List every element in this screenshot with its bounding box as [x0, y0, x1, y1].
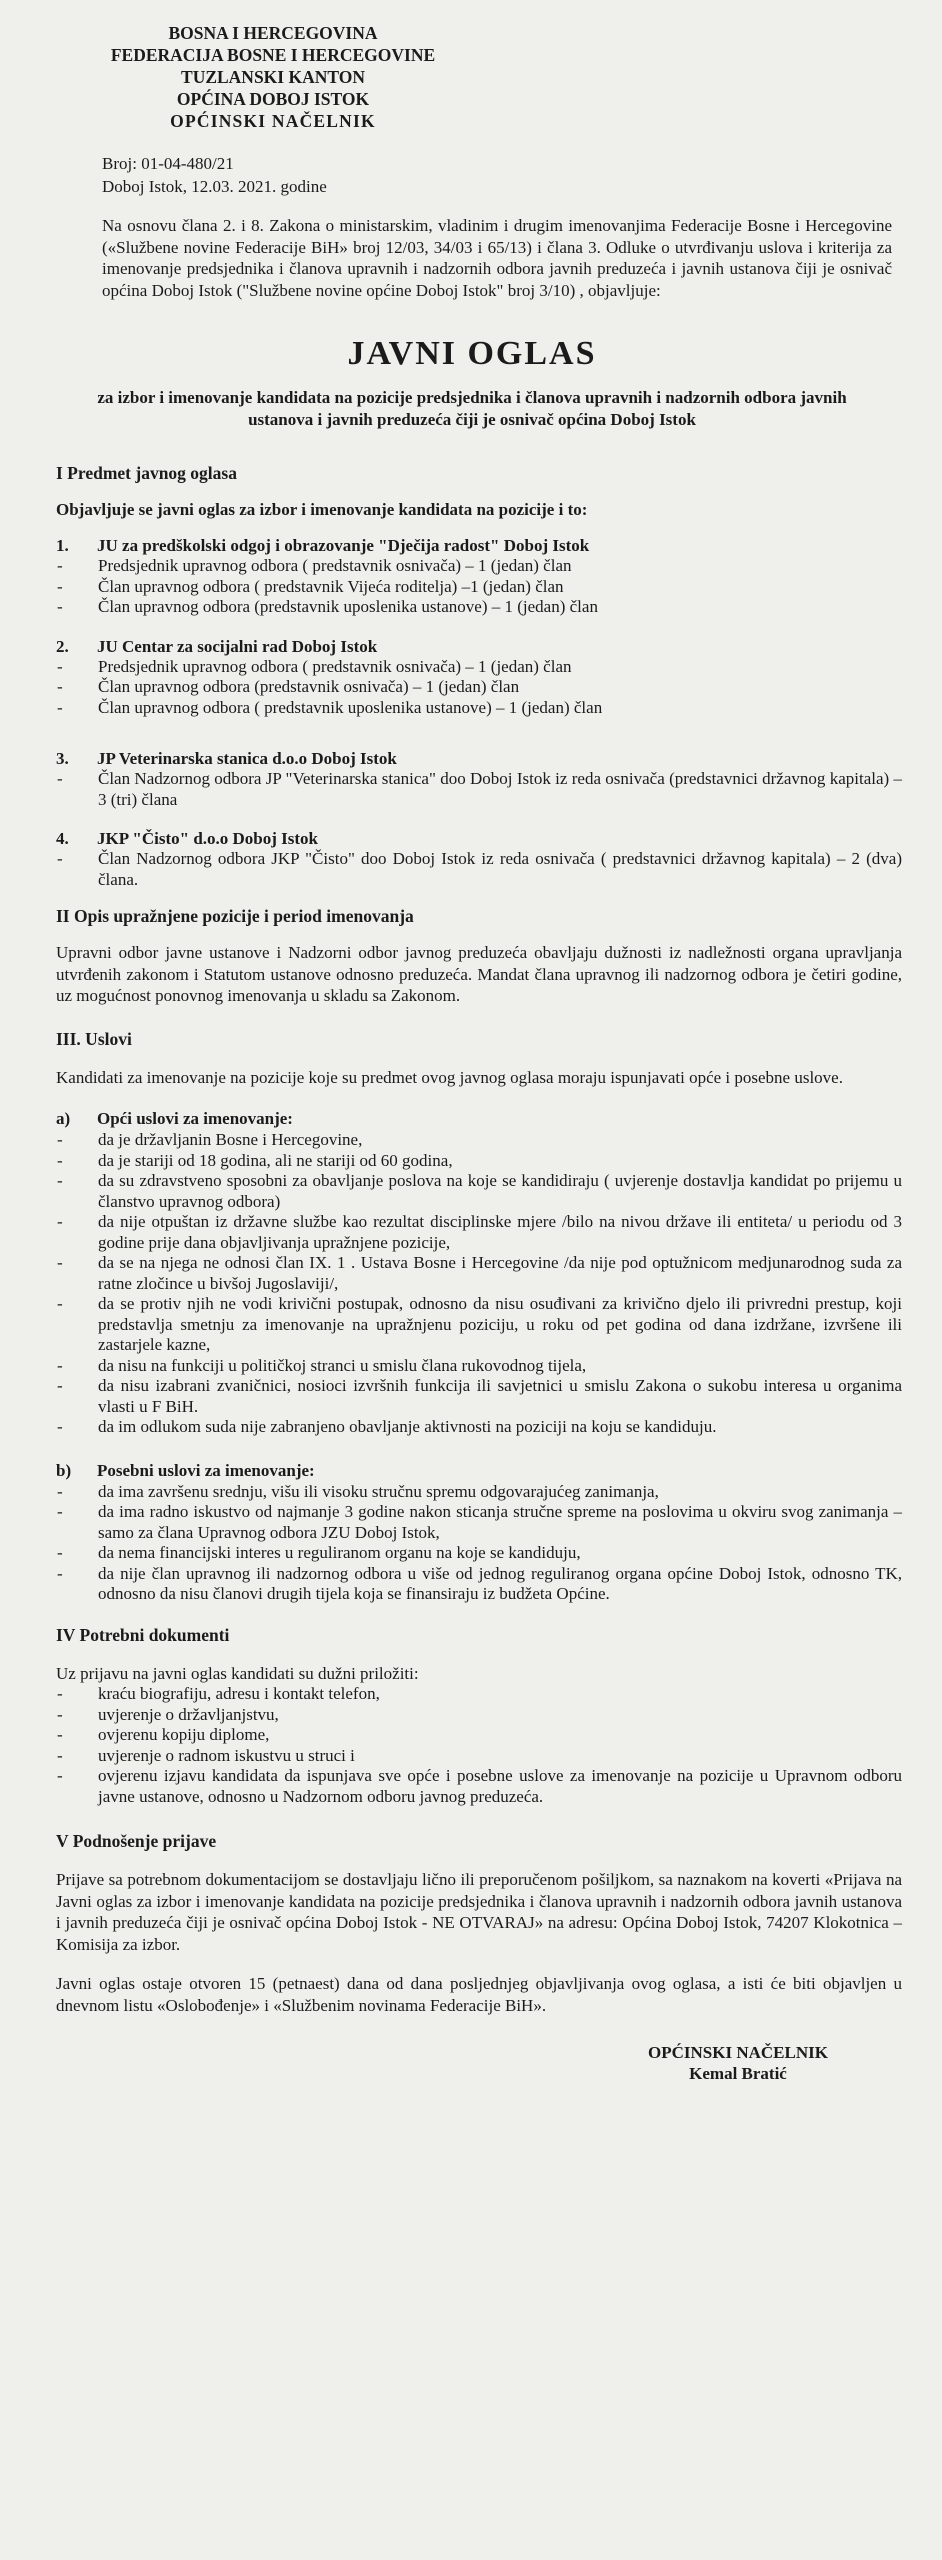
- section-text: Kandidati za imenovanje na pozicije koje su predmet ovog javnog oglasa moraju ispunjavati opće i posebne uslove.: [56, 1067, 843, 1087]
- section-title-conditions: III. Uslovi: [56, 1028, 132, 1049]
- general-conditions-heading: a) Opći uslovi za imenovanje:: [56, 1109, 293, 1128]
- document-meta: [102, 152, 902, 198]
- list-item: - Član Nadzornog odbora JKP "Čisto" doo Doboj Istok iz reda osnivača ( predstavnici državnog kapitala) – 2 (dva) člana.: [57, 849, 902, 889]
- institution-number: 1.: [56, 536, 69, 555]
- institution-block: [56, 828, 902, 890]
- section-text: Javni oglas ostaje otvoren 15 (petnaest) dana od dana posljednjeg objavljivanja ovog oglasa, a isti će biti objavljen u dnevnom listu «Oslobođenje» i «Službenim novinama Federacije BiH».: [56, 1974, 902, 2015]
- institution-number: 4.: [56, 829, 69, 848]
- list-item: - da je državljanin Bosne i Hercegovine,: [57, 1130, 363, 1149]
- institution-name: JU za predškolski odgoj i obrazovanje "Dječija radost" Doboj Istok: [97, 536, 590, 555]
- announcement: [42, 22, 902, 2084]
- page-title: JAVNI OGLAS: [347, 335, 597, 372]
- legal-basis: Na osnovu člana 2. i 8. Zakona o ministarskim, vladinim i drugim imenovanjima Federacije Bosne i Hercegovine («Službene novine Federacije BiH» broj 12/03, 34/03 i 65/13) i člana 3. Odluke o utvrđivanju uslova i kriterija za imenovanje predsjednika i članova upravnih i nadzornih odbora javnih preduzeća i javnih ustanova čiji je osnivač općina Doboj Istok ("Službene novine općine Doboj Istok" broj 3/10) , objavljuje:: [102, 216, 892, 300]
- list-item: - da se na njega ne odnosi član IX. 1 . Ustava Bosne i Hercegovine /da nije pod optužnicom medjunarodnog suda za ratne zločince u bivšoj Jugoslaviji/,: [57, 1253, 902, 1293]
- signature-role: OPĆINSKI NAČELNIK: [648, 2043, 828, 2062]
- document-header: [108, 22, 438, 132]
- list-item: - da nije član upravnog ili nadzornog odbora u više od jednog reguliranog organa općine Doboj Istok, odnosno TK, odnosno da nisu članovi drugih tijela koja se finansiraju iz budžeta Općine.: [57, 1563, 902, 1603]
- documents-list: [56, 1684, 902, 1807]
- list-item: - da su zdravstveno sposobni za obavljanje poslova na koje se kandidiraju ( uvjerenje dostavlja kandidat po prijemu u članstvo upravnog odbora): [57, 1171, 902, 1211]
- institution-number: 3.: [56, 749, 69, 768]
- special-conditions-heading: b) Posebni uslovi za imenovanje:: [56, 1460, 315, 1480]
- list-item: - da ima završenu srednju, višu ili visoku stručnu spremu odgovarajućeg zanimanja,: [57, 1481, 659, 1501]
- page-subtitle: za izbor i imenovanje kandidata na pozicije predsjednika i članova upravnih i nadzornih odbora javnih ustanova i javnih preduzeća čiji je osnivač općina Doboj Istok: [97, 388, 847, 429]
- list-item: - kraću biografiju, adresu i kontakt telefon,: [57, 1684, 380, 1703]
- institution-name: JU Centar za socijalni rad Doboj Istok: [97, 636, 378, 656]
- section-text: Upravni odbor javne ustanove i Nadzorni odbor javnog preduzeća obavljaju dužnosti iz nadležnosti organa upravljanja utvrđenih zakonom i Statutom ustanove odnosno preduzeća. Mandat člana upravnog ili nadzornog odbora je četiri godine, uz mogućnost ponovnog imenovanja u skladu sa Zakonom.: [56, 943, 902, 1005]
- list-item: - Član upravnog odbora ( predstavnik uposlenika ustanove) – 1 (jedan) član: [57, 697, 603, 717]
- section-text: Prijave sa potrebnom dokumentacijom se dostavljaju lično ili preporučenom pošiljkom, sa naznakom na koverti «Prijava na Javni oglas za izbor i imenovanje kandidata na pozicije predsjednika i članova upravnih i nadzornih odbora javnih ustanova i javnih preduzeća čiji je osnivač općina Doboj Istok - NE OTVARAJ» na adresu: Općina Doboj Istok, 74207 Klokotnica – Komisija za izbor.: [56, 1870, 902, 1954]
- header-line: BOSNA I HERCEGOVINA: [168, 23, 378, 43]
- section-title-subject: I Predmet javnog oglasa: [56, 463, 237, 483]
- list-item: - Predsjednik upravnog odbora ( predstavnik osnivača) – 1 (jedan) član: [57, 656, 572, 676]
- list-item: - Član upravnog odbora ( predstavnik Vijeća roditelja) –1 (jedan) član: [57, 576, 564, 596]
- list-item: - Predsjednik upravnog odbora ( predstavnik osnivača) – 1 (jedan) član: [57, 556, 572, 575]
- institution-name: JP Veterinarska stanica d.o.o Doboj Istok: [97, 749, 397, 768]
- list-item: - ovjerenu izjavu kandidata da ispunjava sve opće i posebne uslove za imenovanje na pozicije u Upravnom odboru javne ustanove, odnosno u Nadzornom odboru javnog preduzeća.: [57, 1766, 902, 1806]
- list-item: - da nema financijski interes u reguliranom organu na koje se kandiduju,: [57, 1543, 581, 1562]
- list-item: - uvjerenje o državljanjstvu,: [57, 1704, 279, 1724]
- section-title-submission: V Podnošenje prijave: [56, 1831, 217, 1851]
- signature-name: Kemal Bratić: [689, 2064, 787, 2083]
- document-place-date: Doboj Istok, 12.03. 2021. godine: [102, 177, 327, 196]
- section-title-documents: IV Potrebni dokumenti: [56, 1624, 230, 1645]
- list-item: - Član upravnog odbora (predstavnik uposlenika ustanove) – 1 (jedan) član: [57, 597, 598, 616]
- signature-block: [42, 2042, 882, 2084]
- list-item: - da ima radno iskustvo od najmanje 3 godine nakon sticanja stručne spreme na poslovima u okviru svog zanimanja – samo za člana Upravnog odbora JZU Doboj Istok,: [57, 1502, 902, 1542]
- list-item: - da nisu na funkciji u političkoj stranci u smislu člana rukovodnog tijela,: [57, 1355, 587, 1375]
- institution-block: [56, 535, 902, 618]
- list-item: - da se protiv njih ne vodi krivični postupak, odnosno da nisu osuđivani za krivično djelo ili privredni prestup, koji predstavlja smetnju za imenovanje na upražnjenu poziciju, u roku od pet godina od dana izdržane, izvršene ili zastarjele kazne,: [57, 1294, 902, 1354]
- institution-name: JKP "Čisto" d.o.o Doboj Istok: [97, 829, 319, 848]
- general-conditions-list: [56, 1130, 902, 1438]
- institution-number: 2.: [56, 636, 69, 656]
- list-item: - uvjerenje o radnom iskustvu u struci i: [57, 1745, 355, 1765]
- list-item: - da nije otpuštan iz državne službe kao rezultat disciplinske mjere /bilo na nivou države ili entiteta/ u periodu od 3 godine prije dana objavljivanja upražnjene pozicije,: [57, 1212, 902, 1252]
- header-line: FEDERACIJA BOSNE I HERCEGOVINE: [110, 45, 436, 65]
- header-office: OPĆINSKI NAČELNIK: [170, 111, 376, 131]
- list-item: - da je stariji od 18 godina, ali ne stariji od 60 godina,: [57, 1150, 453, 1170]
- institution-block: [56, 636, 902, 719]
- header-line: TUZLANSKI KANTON: [181, 67, 365, 87]
- document-number: Broj: 01-04-480/21: [102, 154, 234, 173]
- list-item: - Član Nadzornog odbora JP "Veterinarska stanica" doo Doboj Istok iz reda osnivača (predstavnici državnog kapitala) – 3 (tri) člana: [57, 769, 902, 809]
- list-item: - Član upravnog odbora (predstavnik osnivača) – 1 (jedan) član: [57, 677, 520, 696]
- list-item: - da im odlukom suda nije zabranjeno obavljanje aktivnosti na poziciji na koju se kandiduju.: [57, 1417, 717, 1436]
- section-title-description: II Opis upražnjene pozicije i period imenovanja: [56, 906, 414, 926]
- section-lead: Uz prijavu na javni oglas kandidati su dužni priložiti:: [56, 1663, 419, 1683]
- list-item: - da nisu izabrani zvaničnici, nosioci izvršnih funkcija ili savjetnici u smislu Zakona o sukobu interesa u organima vlasti u F BiH.: [57, 1376, 902, 1416]
- header-line: OPĆINA DOBOJ ISTOK: [176, 89, 370, 109]
- special-conditions-list: [56, 1482, 902, 1605]
- institution-block: [56, 748, 902, 810]
- list-item: - ovjerenu kopiju diplome,: [57, 1725, 270, 1744]
- section-lead: Objavljuje se javni oglas za izbor i imenovanje kandidata na pozicije i to:: [56, 500, 588, 519]
